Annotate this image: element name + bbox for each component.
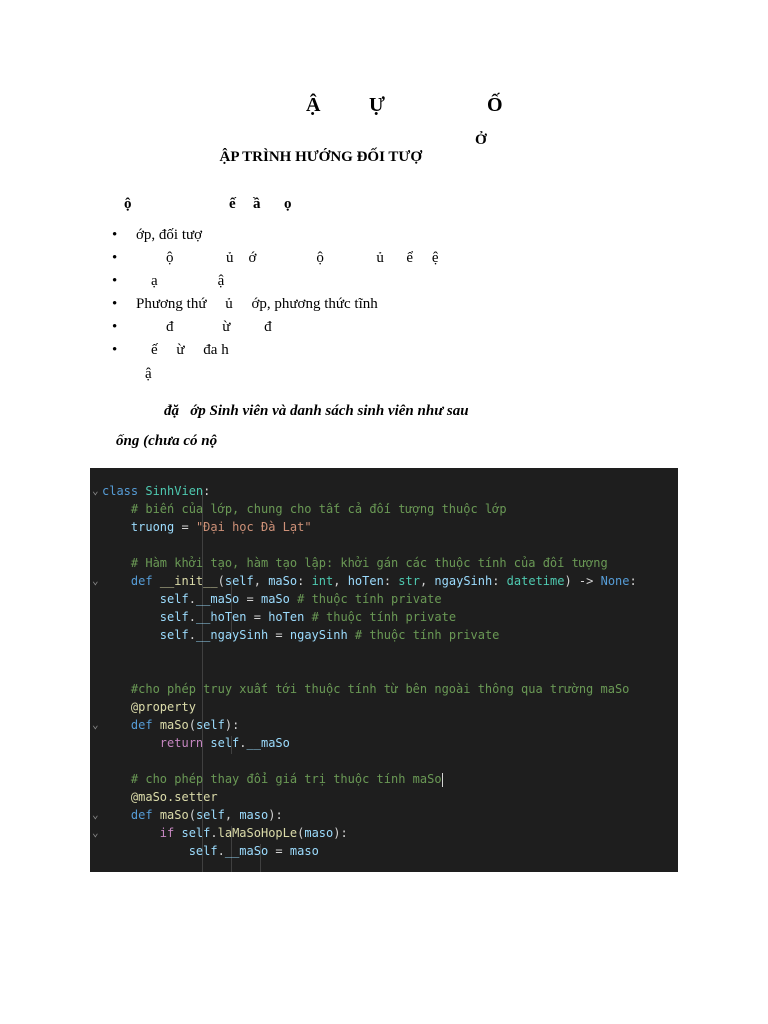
code-token: [102, 574, 131, 588]
code-token: [102, 520, 131, 534]
code-token: =: [174, 520, 196, 534]
code-token: maso: [239, 808, 269, 822]
code-token: self: [224, 574, 254, 588]
code-token: maSo: [159, 808, 189, 822]
code-token: [348, 628, 355, 642]
code-text: [102, 626, 499, 644]
code-line[interactable]: [90, 590, 678, 608]
code-line[interactable]: [90, 608, 678, 626]
code-token: SinhVien: [145, 484, 204, 498]
document-title: [0, 94, 768, 118]
code-token: maSo: [159, 718, 189, 732]
code-token: truong: [130, 520, 175, 534]
code-token: :: [383, 574, 399, 588]
code-line[interactable]: [90, 518, 678, 536]
subtitle-text: ẬP TRÌNH HƯỚNG ĐỐI TƯỢ: [219, 149, 423, 165]
code-line[interactable]: [90, 536, 678, 554]
bullet-icon: •: [112, 250, 118, 266]
code-token: [102, 772, 131, 786]
code-token: ):: [224, 718, 240, 732]
code-token: # Hàm khởi tạo, hàm tạo lập: khởi gán các thuộc tính của đối tượng: [130, 556, 608, 570]
code-line[interactable]: [90, 500, 678, 518]
code-token: (: [188, 718, 196, 732]
code-token: ngaySinh: [289, 628, 348, 642]
code-token: [102, 682, 131, 696]
code-text: [102, 590, 442, 608]
code-token: [102, 790, 131, 804]
heading-fragment: ọ: [284, 196, 292, 212]
code-token: [102, 502, 131, 516]
code-line[interactable]: [90, 482, 678, 500]
code-token: [102, 736, 160, 750]
bullet-icon: •: [112, 342, 118, 358]
text-cursor: [442, 773, 443, 787]
code-token: self: [159, 592, 189, 606]
code-token: def: [130, 808, 160, 822]
code-token: .: [188, 610, 196, 624]
code-line[interactable]: [90, 698, 678, 716]
code-text: [102, 842, 319, 860]
code-token: [102, 628, 160, 642]
code-token: self: [181, 826, 211, 840]
code-token: ,: [419, 574, 435, 588]
list-item-text: ộ ủ ớ ộ ủ ể ệ: [136, 250, 439, 266]
list-item-text: ạ ậ: [136, 273, 225, 289]
code-token: [102, 718, 131, 732]
code-text: [102, 482, 210, 500]
code-token: # thuộc tính private: [297, 592, 442, 606]
code-token: self: [159, 610, 189, 624]
code-token: ):: [333, 826, 348, 840]
bullet-icon: •: [112, 227, 118, 243]
code-text: [102, 608, 456, 626]
list-item: [112, 317, 439, 340]
code-line[interactable]: [90, 680, 678, 698]
exercise-text: đặ ớp Sinh viên và danh sách sinh viên như sau: [164, 403, 469, 419]
objectives-list: [112, 225, 439, 363]
code-token: None: [600, 574, 630, 588]
exercise-text-continuation: ống (chưa có nộ: [116, 433, 218, 449]
code-token: self: [188, 844, 218, 858]
code-token: __maSo: [195, 592, 240, 606]
subtitle-tail: Ở: [475, 132, 487, 148]
code-token: [102, 592, 160, 606]
code-text: [102, 698, 196, 716]
list-item: [112, 340, 439, 363]
code-token: .: [188, 592, 196, 606]
code-token: :: [297, 574, 312, 588]
code-token: [102, 700, 131, 714]
bullet-icon: •: [112, 296, 118, 312]
code-token: ,: [253, 574, 269, 588]
code-text: [102, 554, 608, 572]
code-line[interactable]: [90, 770, 678, 788]
list-item-text: ớp, đối tượ: [136, 227, 203, 243]
code-token: # thuộc tính private: [354, 628, 500, 642]
code-token: return: [159, 736, 211, 750]
code-token: __maSo: [224, 844, 269, 858]
code-text: [102, 518, 312, 536]
code-token: =: [239, 592, 261, 606]
list-item: [112, 271, 439, 294]
code-token: def: [130, 574, 160, 588]
code-line[interactable]: [90, 626, 678, 644]
title-fragment: Ố: [487, 94, 503, 116]
code-token: ):: [268, 808, 283, 822]
code-line[interactable]: [90, 716, 678, 734]
code-text: [102, 680, 629, 698]
code-text: [102, 824, 348, 842]
heading-fragment: ộ: [124, 196, 132, 212]
bullet-icon: •: [112, 319, 118, 335]
code-line[interactable]: [90, 806, 678, 824]
code-token: # cho phép thay đổi giá trị thuộc tính maSo: [130, 772, 442, 786]
code-token: __hoTen: [195, 610, 247, 624]
code-token: ) ->: [564, 574, 601, 588]
code-text: [102, 716, 239, 734]
code-token: maSo: [268, 574, 298, 588]
code-token: (: [188, 808, 196, 822]
code-token: maSo: [260, 592, 290, 606]
code-text: [102, 734, 290, 752]
code-text: [102, 572, 637, 590]
code-token: self: [210, 736, 240, 750]
code-token: =: [246, 610, 269, 624]
code-line[interactable]: [90, 752, 678, 770]
code-text: [102, 500, 507, 518]
code-token: datetime: [506, 574, 565, 588]
fold-chevron-icon[interactable]: ⌄: [92, 574, 99, 587]
code-line[interactable]: [90, 788, 678, 806]
code-token: =: [268, 844, 290, 858]
code-line[interactable]: [90, 824, 678, 842]
fold-chevron-icon[interactable]: ⌄: [92, 484, 99, 497]
code-token: # biến của lớp, chung cho tất cả đối tượng thuộc lớp: [130, 502, 507, 516]
code-token: @property: [130, 700, 196, 714]
code-token: ngaySinh: [434, 574, 493, 588]
fold-chevron-icon[interactable]: ⌄: [92, 808, 99, 821]
code-token: ,: [333, 574, 348, 588]
code-token: self: [159, 628, 189, 642]
code-token: [102, 808, 131, 822]
code-token: int: [311, 574, 334, 588]
code-editor: [90, 468, 678, 872]
code-token: [102, 610, 160, 624]
list-item-text: đ ừ đ: [136, 319, 272, 335]
objectives-heading: [0, 196, 768, 216]
code-token: __ngaySinh: [195, 628, 269, 642]
code-token: [304, 610, 311, 624]
code-token: [102, 556, 131, 570]
code-token: [102, 844, 189, 858]
code-token: :: [629, 574, 637, 588]
code-token: .: [239, 736, 247, 750]
code-token: .: [217, 844, 225, 858]
code-text: [102, 770, 443, 788]
heading-fragment: ế: [229, 196, 236, 212]
code-line[interactable]: [90, 644, 678, 662]
code-line[interactable]: [90, 842, 678, 860]
code-token: ,: [224, 808, 240, 822]
list-item-text: ế ừ đa h: [136, 342, 229, 358]
heading-fragment: ầ: [253, 196, 261, 212]
code-line[interactable]: [90, 662, 678, 680]
code-token: laMaSoHopLe: [217, 826, 298, 840]
code-token: @maSo.setter: [130, 790, 218, 804]
code-line[interactable]: [90, 554, 678, 572]
code-token: class: [102, 484, 146, 498]
document-subtitle: [212, 132, 487, 183]
code-token: "Đại học Đà Lạt": [195, 520, 312, 534]
code-token: (: [297, 826, 305, 840]
code-token: __maSo: [246, 736, 290, 750]
fold-chevron-icon[interactable]: ⌄: [92, 718, 99, 731]
code-token: __init__: [159, 574, 218, 588]
code-text: [102, 806, 283, 824]
list-item: [112, 294, 439, 317]
code-token: self: [195, 808, 225, 822]
code-token: :: [203, 484, 211, 498]
title-fragment: Ậ: [306, 94, 321, 116]
list-item: [112, 225, 439, 248]
code-token: .: [210, 826, 218, 840]
code-token: hoTen: [347, 574, 384, 588]
code-text: [102, 788, 218, 806]
title-fragment: Ự: [369, 94, 385, 116]
list-item-text: Phương thứ ủ ớp, phương thức tĩnh: [136, 296, 378, 312]
code-token: if: [159, 826, 182, 840]
code-token: maso: [304, 826, 334, 840]
code-token: str: [398, 574, 420, 588]
list-item: [112, 248, 439, 271]
list-continuation: ậ: [145, 366, 152, 382]
code-token: maso: [289, 844, 319, 858]
bullet-icon: •: [112, 273, 118, 289]
code-token: =: [268, 628, 290, 642]
code-token: .: [188, 628, 196, 642]
code-token: hoTen: [268, 610, 305, 624]
code-token: # thuộc tính private: [311, 610, 457, 624]
code-token: :: [492, 574, 507, 588]
code-token: #cho phép truy xuất tới thuộc tính từ bên ngoài thông qua trường maSo: [130, 682, 630, 696]
code-token: [102, 826, 160, 840]
code-token: def: [130, 718, 160, 732]
code-line[interactable]: [90, 734, 678, 752]
fold-chevron-icon[interactable]: ⌄: [92, 826, 99, 839]
code-line[interactable]: [90, 572, 678, 590]
code-token: self: [195, 718, 225, 732]
code-token: (: [217, 574, 225, 588]
